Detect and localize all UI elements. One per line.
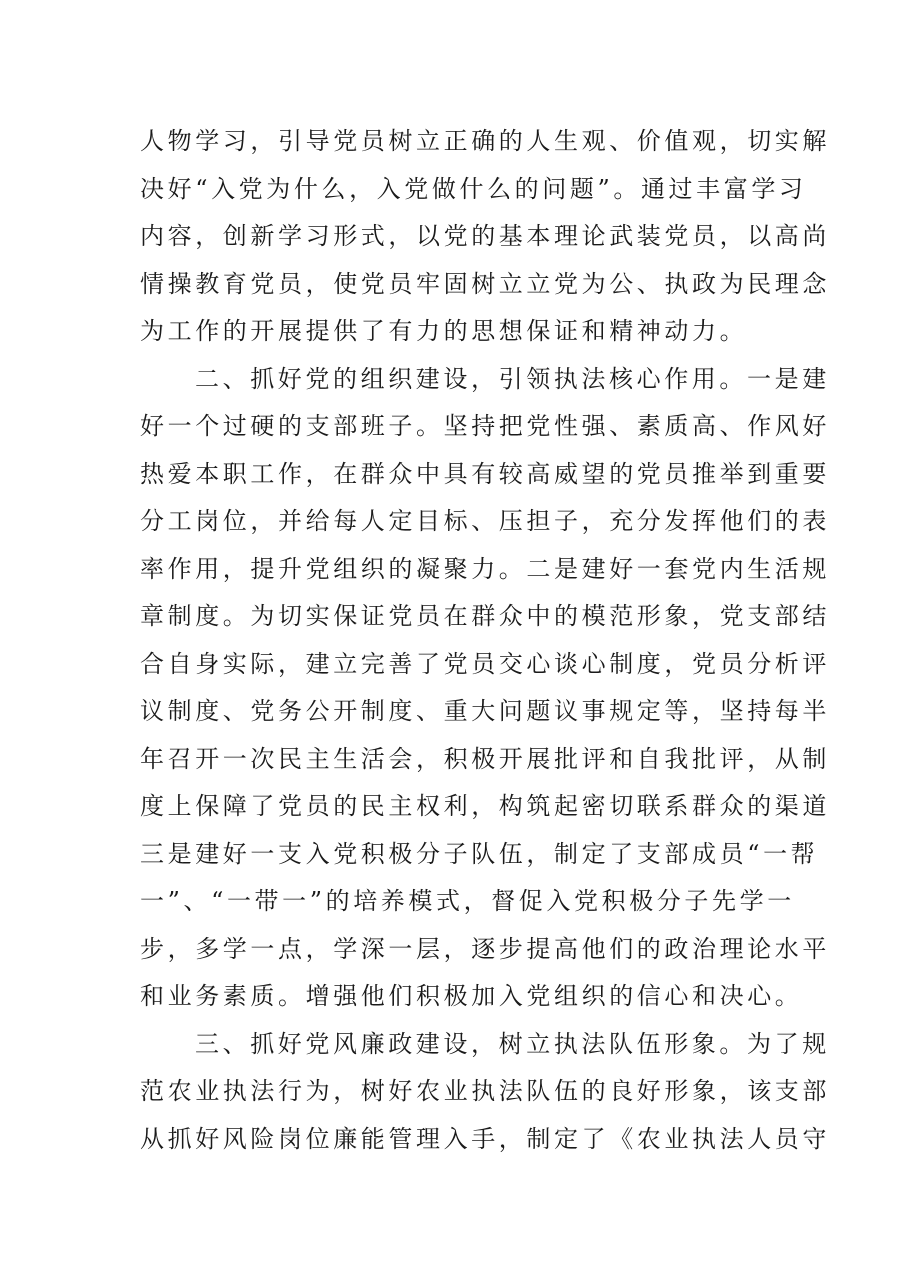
paragraph-2-first-line: 二、抓好党的组织建设，引领执法核心作用。一是建: [195, 364, 830, 393]
text-line: 步，多学一点，学深一层，逐步提高他们的政治理论水平: [140, 934, 830, 963]
text-line: 人物学习，引导党员树立正确的人生观、价值观，切实解: [140, 127, 830, 155]
text-line: 热爱本职工作，在群众中具有较高威望的党员推举到重要: [140, 459, 830, 488]
text-line: 分工岗位，并给每人定目标、压担子，充分发挥他们的表: [140, 507, 830, 535]
text-line: 和业务素质。增强他们积极加入党组织的信心和决心。: [140, 982, 803, 1010]
text-line: 章制度。为切实保证党员在群众中的模范形象，党支部结: [140, 602, 830, 630]
body-text: [140, 118, 830, 1163]
text-line: 三是建好一支入党积极分子队伍，制定了支部成员“一帮: [140, 839, 819, 868]
text-line: 议制度、党务公开制度、重大问题议事规定等，坚持每半: [140, 697, 830, 725]
text-line: 情操教育党员，使党员牢固树立立党为公、执政为民理念: [140, 269, 830, 298]
text-line: 好一个过硬的支部班子。坚持把党性强、素质高、作风好: [140, 412, 830, 440]
text-line: 内容，创新学习形式，以党的基本理论武装党员，以高尚: [140, 222, 830, 250]
text-line: 决好“入党为什么，入党做什么的问题”。通过丰富学习: [140, 174, 807, 203]
text-line: 范农业执法行为，树好农业执法队伍的良好形象，该支部: [140, 1077, 830, 1105]
paragraph-3-first-line: 三、抓好党风廉政建设，树立执法队伍形象。为了规: [195, 1029, 830, 1058]
text-line: 年召开一次民主生活会，积极开展批评和自我批评，从制: [140, 744, 830, 773]
text-line: 从抓好风险岗位廉能管理入手，制定了《农业执法人员守: [140, 1124, 830, 1153]
text-line: 一”、“一带一”的培养模式，督促入党积极分子先学一: [140, 887, 795, 915]
text-line: 度上保障了党员的民主权利，构筑起密切联系群众的渠道: [140, 792, 830, 820]
text-line: 合自身实际，建立完善了党员交心谈心制度，党员分析评: [140, 649, 830, 678]
text-line: 为工作的开展提供了有力的思想保证和精神动力。: [140, 317, 748, 345]
text-line: 率作用，提升党组织的凝聚力。二是建好一套党内生活规: [140, 554, 830, 583]
